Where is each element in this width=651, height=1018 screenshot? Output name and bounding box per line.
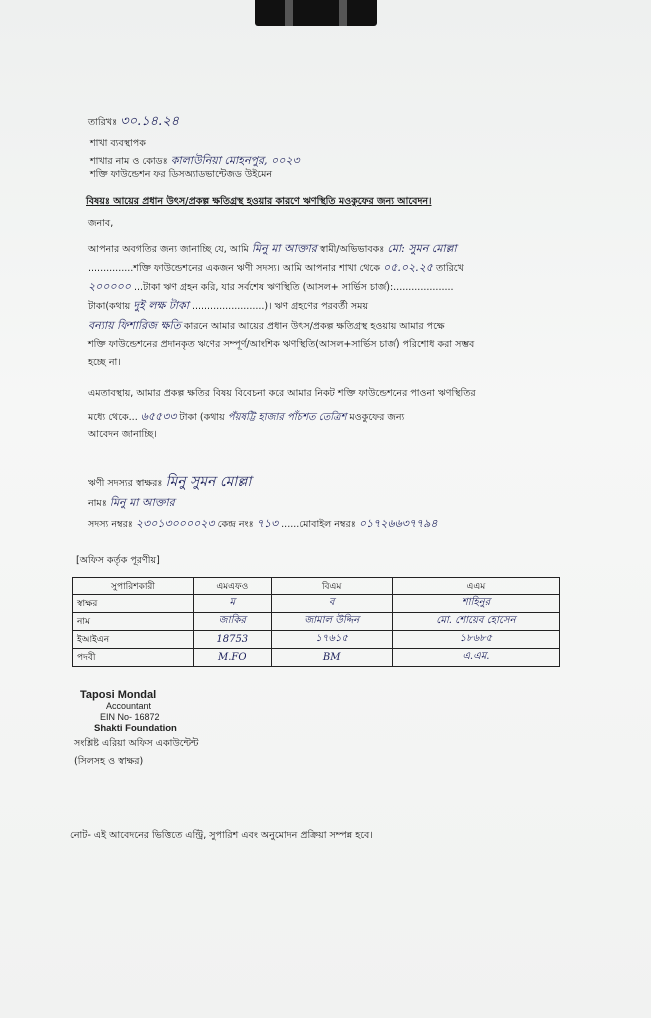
date-row (88, 116, 179, 129)
signature-hw: ম (229, 597, 236, 608)
body-text: ........................)। ঋণ গ্রহণের পরবর্তী সময় (191, 301, 369, 312)
designation-hw: M.FO (217, 652, 247, 663)
body-line-1 (88, 243, 457, 256)
body-line-2 (88, 262, 464, 275)
approver-title: সংশ্লিষ্ট এরিয়া অফিস একাউন্টেন্ট (74, 738, 199, 749)
recommendation-table (72, 577, 560, 667)
row-label: স্বাক্ষর (73, 595, 194, 613)
member-name-label: নামঃ (88, 498, 107, 509)
guardian-name-hw: মো: সুমন মোল্লা (387, 242, 457, 255)
para2-line-2 (88, 411, 404, 424)
body-text: টাকা(কথায় (88, 301, 131, 312)
signature-hw: ব (328, 597, 335, 608)
body-line-5 (88, 320, 445, 333)
org-line: শক্তি ফাউন্ডেশন ফর ডিসঅ্যাডভান্টেজড উইমেন (90, 169, 273, 180)
body-line-7: হচ্ছে না। (88, 357, 121, 368)
stamp-title: Accountant (106, 701, 152, 711)
center-label: কেন্দ্র নংঃ (217, 519, 254, 530)
member-info-row (88, 518, 437, 531)
waiver-words-hw: পঁয়ষট্টি হাজার পাঁচশত তেত্রিশ (227, 412, 347, 423)
body-text: স্বামী/অভিভাবকঃ (319, 244, 385, 255)
table-cell (271, 613, 392, 631)
branch-value: কালাউনিয়া মোহনপুর, ০০২৩ (170, 154, 300, 167)
loss-reason-hw: বন্যায় ফিশারিজ ক্ষতি (88, 319, 181, 332)
name-hw: জামাল উদ্দিন (304, 615, 360, 626)
date-value: ৩০.১৪.২৪ (120, 114, 180, 129)
binder-clip (255, 0, 377, 26)
para2-line-1: এমতাবস্থায়, আমার প্রকল্প ক্ষতির বিষয় বিবেচনা করে আমার নিকট শক্তি ফাউন্ডেশনের পাওনা ঋণস্থিতির (88, 388, 476, 399)
body-text: টাকা (কথায় (179, 412, 225, 423)
body-text: ...............শক্তি ফাউন্ডেশনের একজন ঋণী সদস্য। আমি আপনার শাখা থেকে (88, 263, 381, 274)
row-label: পদবী (73, 649, 194, 667)
body-text: আপনার অবগতির জন্য জানাচ্ছি যে, আমি (88, 244, 249, 255)
date-label: তারিখঃ (88, 117, 118, 128)
mobile-number-hw: ০১৭২৬৬৩৭৭৯৪ (358, 517, 438, 530)
table-row (73, 595, 560, 613)
table-header: এমএফও (194, 578, 272, 595)
applicant-name-hw: মিনু মা আক্তার (251, 242, 317, 255)
table-cell (392, 649, 559, 667)
accountant-stamp (80, 690, 210, 734)
salutation: জনাব, (88, 218, 114, 229)
waiver-amount-hw: ৬৫৫৩৩ (140, 410, 177, 423)
designation-hw: এ.এম. (462, 651, 490, 662)
body-text: তারিখে (435, 263, 464, 274)
member-number-label: সদস্য নম্বরঃ (88, 519, 133, 530)
body-text: মধ্যে থেকে... (88, 412, 138, 423)
table-cell (392, 631, 559, 649)
body-text: কারনে আমার আয়ের প্রধান উৎস/প্রকল্প ক্ষতিগ্রস্থ হওয়ায় আমার পক্ষে (183, 321, 445, 332)
member-signature: মিনু সুমন মোল্লা (165, 474, 252, 490)
table-cell (392, 595, 559, 613)
stamp-name: Taposi Mondal (80, 689, 157, 701)
table-header-row (73, 578, 560, 595)
stamp-org: Shakti Foundation (94, 723, 177, 734)
office-use-heading: [অফিস কর্তৃক পূরণীয়] (76, 555, 160, 566)
signature-row (88, 476, 251, 490)
loan-amount-hw: ২০০০০০ (88, 280, 131, 293)
table-cell (194, 595, 272, 613)
body-line-6: শক্তি ফাউন্ডেশনের প্রদানকৃত ঋণের সম্পূর্ণ/আংশিক ঋণস্থিতি(আসল+সার্ভিস চার্জ) পরিশোধ করা সম্ভব (88, 339, 475, 350)
center-number-hw: ৭১৩ (256, 517, 279, 530)
recipient-line: শাখা ব্যবস্থাপক (90, 138, 146, 149)
table-cell (271, 595, 392, 613)
table-cell (194, 631, 272, 649)
para2-line-3: আবেদন জানাচ্ছি। (88, 429, 157, 440)
body-line-3 (88, 281, 454, 294)
signature-hw: শাহিনুর (461, 597, 491, 608)
row-label: ইআইএন (73, 631, 194, 649)
table-cell (392, 613, 559, 631)
table-row (73, 631, 560, 649)
table-header: বিএম (271, 578, 392, 595)
branch-label: শাখার নাম ও কোডঃ (90, 156, 168, 167)
table-row (73, 613, 560, 631)
stamp-ein: EIN No- 16872 (100, 712, 160, 722)
ein-hw: ১৭৬১৫ (315, 633, 348, 644)
signature-label: ঋণী সদস্যর স্বাক্ষরঃ (88, 478, 163, 489)
subject-line: বিষয়ঃ আয়ের প্রধান উৎস/প্রকল্প ক্ষতিগ্রস্থ হওয়ার কারণে ঋণস্থিতি মওকুফের জন্য আবেদন। (86, 196, 432, 207)
ein-hw: 18753 (216, 634, 249, 645)
ein-hw: ১৮৬৮৫ (459, 633, 493, 644)
table-cell (271, 649, 392, 667)
member-name-row (88, 497, 175, 510)
amount-words-hw: দুই লক্ষ টাকা (133, 299, 189, 312)
table-cell (194, 649, 272, 667)
table-header: সুপারিশকারী (73, 578, 194, 595)
designation-hw: BM (322, 652, 341, 663)
body-text: মওকুফের জন্য (349, 412, 405, 423)
loan-date-hw: ০৫.০২.২৫ (383, 261, 433, 274)
member-name-hw: মিনু মা আক্তার (109, 496, 175, 509)
body-text: ...টাকা ঋণ গ্রহন করি, যার সর্বশেষ ঋণস্থিতি (আসল+ সার্ভিস চার্জ):.................... (133, 282, 454, 293)
approver-note: (সিলসহ ও স্বাক্ষর) (74, 756, 144, 767)
mobile-label: ......মোবাইল নম্বরঃ (281, 519, 356, 530)
name-hw: জাকির (218, 615, 246, 626)
member-number-hw: ২৩০১৩০০০০২৩ (135, 517, 215, 530)
body-line-4 (88, 300, 368, 313)
table-header: এএম (392, 578, 559, 595)
table-cell (194, 613, 272, 631)
footer-note: নোট- এই আবেদনের ভিত্তিতে এন্ট্রি, সুপারিশ এবং অনুমোদন প্রক্রিয়া সম্পন্ন হবে। (70, 830, 373, 841)
table-cell (271, 631, 392, 649)
name-hw: মো. শোয়েব হোসেন (436, 615, 516, 626)
row-label: নাম (73, 613, 194, 631)
branch-row (90, 155, 300, 168)
table-row (73, 649, 560, 667)
